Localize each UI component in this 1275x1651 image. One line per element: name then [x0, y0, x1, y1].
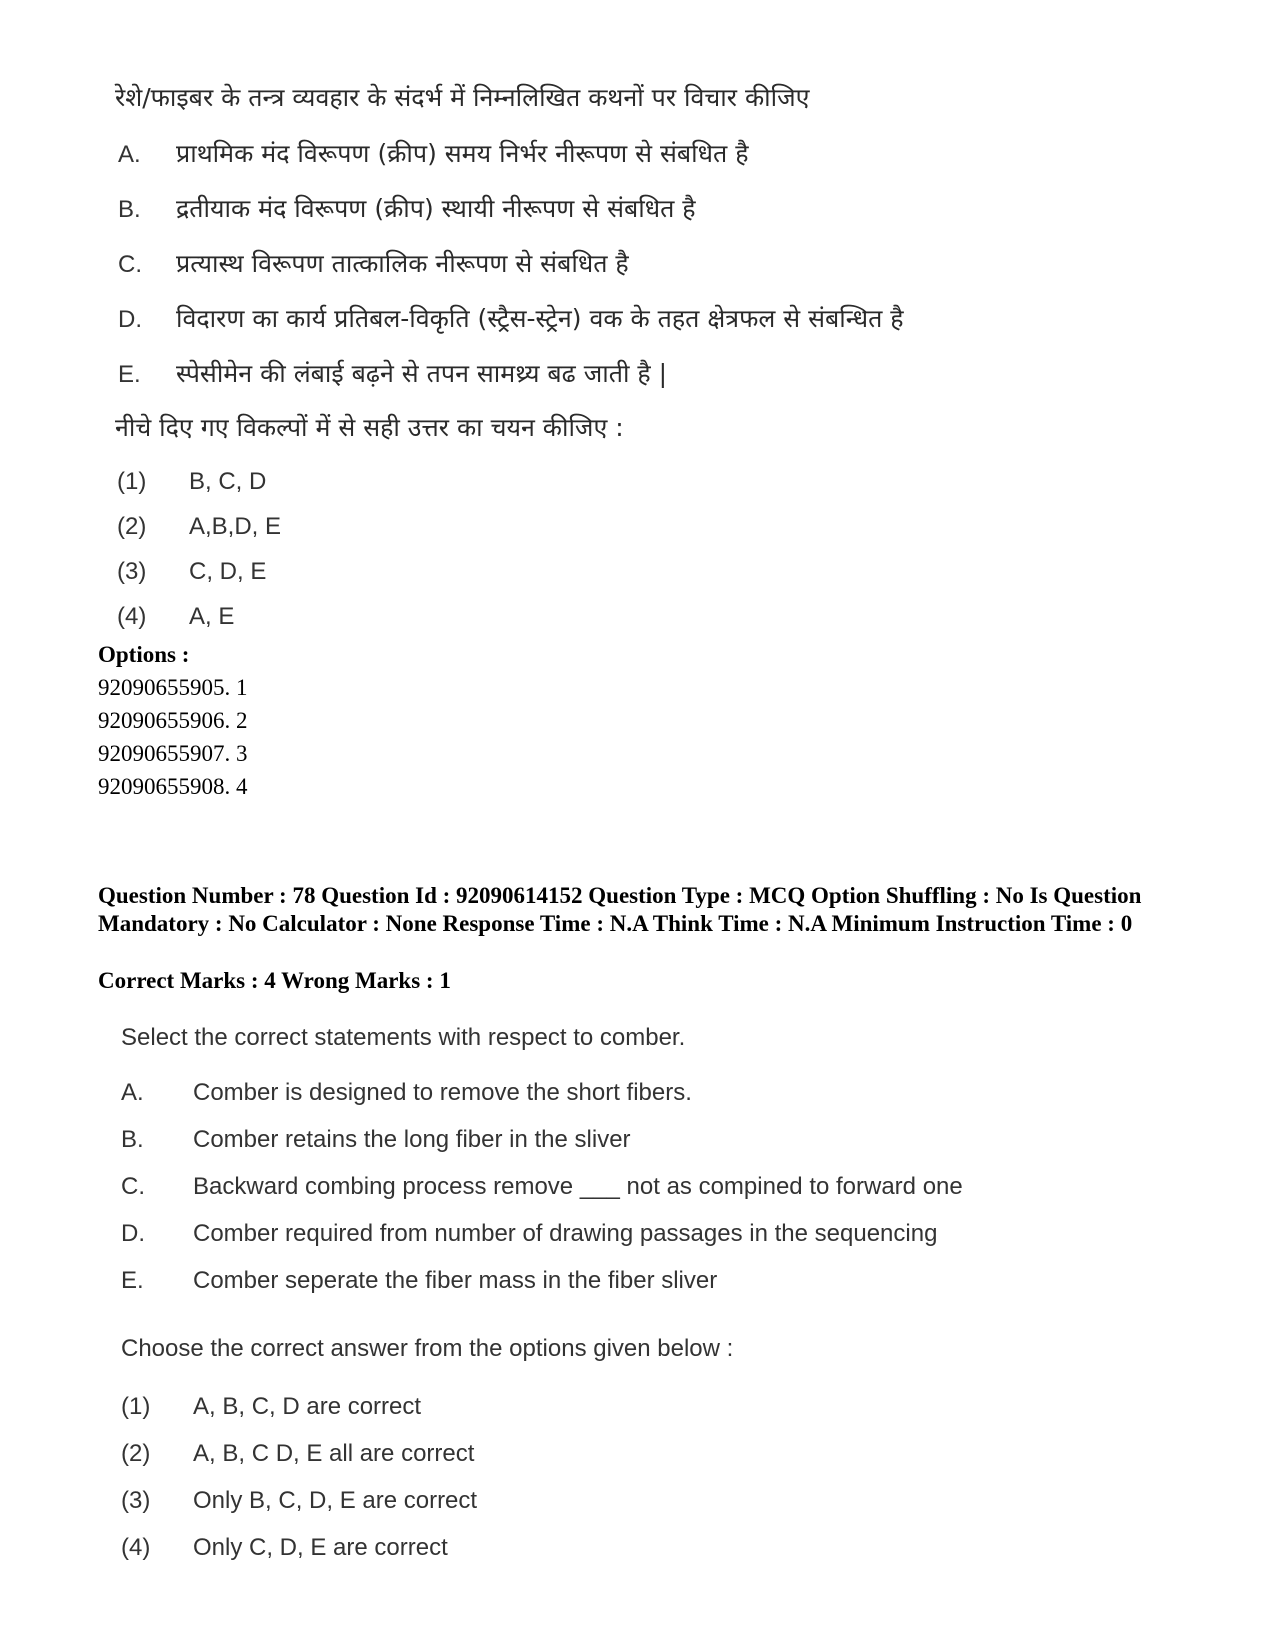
statement-text: प्रत्यास्थ विरूपण तात्कालिक नीरूपण से संबधित है — [176, 249, 629, 278]
q77-choice-4 — [117, 603, 234, 631]
choice-number: (1) — [121, 1393, 151, 1420]
statement-letter: B. — [118, 196, 141, 223]
q77-statement-c — [118, 246, 629, 280]
q78-statement-d — [121, 1220, 937, 1248]
statement-letter: B. — [121, 1126, 144, 1153]
choice-number: (2) — [117, 513, 147, 540]
choice-text: A, E — [189, 603, 235, 630]
marks-line: Correct Marks : 4 Wrong Marks : 1 — [98, 968, 451, 993]
q77-choice-1 — [117, 468, 266, 496]
statement-text: Comber retains the long fiber in the sliver — [193, 1126, 631, 1153]
choice-text: A, B, C D, E all are correct — [193, 1440, 475, 1467]
choice-text: B, C, D — [189, 468, 267, 495]
statement-text: स्पेसीमेन की लंबाई बढ़ने से तपन सामथ्र्य बढ जाती है | — [176, 359, 668, 388]
statement-text: Comber required from number of drawing passages in the sequencing — [193, 1220, 938, 1247]
statement-letter: A. — [118, 141, 141, 168]
q78-statement-e — [121, 1267, 717, 1295]
choice-number: (3) — [117, 558, 147, 585]
q77-statement-a — [118, 136, 749, 170]
option-id-1: 92090655905. 1 — [98, 675, 248, 700]
options-heading: Options : — [98, 642, 190, 667]
statement-text: Comber seperate the fiber mass in the fiber sliver — [193, 1267, 718, 1294]
statement-letter: C. — [118, 251, 142, 278]
choice-text: Only B, C, D, E are correct — [193, 1487, 478, 1514]
choice-number: (3) — [121, 1487, 151, 1514]
statement-text: विदारण का कार्य प्रतिबल-विकृति (स्ट्रैस-स्ट्रेन) वक के तहत क्षेत्रफल से संबन्धित है — [176, 304, 904, 333]
q78-stem: Select the correct statements with respect to comber. — [121, 1024, 686, 1051]
choice-text: Only C, D, E are correct — [193, 1534, 448, 1561]
option-id-2: 92090655906. 2 — [98, 708, 248, 733]
choice-text: A,B,D, E — [189, 513, 282, 540]
choice-number: (4) — [121, 1534, 151, 1561]
statement-letter: E. — [121, 1267, 144, 1294]
q78-statement-c — [121, 1173, 963, 1201]
q78-choice-2 — [121, 1440, 474, 1468]
q77-choice-3 — [117, 558, 266, 586]
q78-choice-3 — [121, 1487, 477, 1515]
statement-letter: A. — [121, 1079, 144, 1106]
q77-statement-d — [118, 301, 904, 335]
choice-number: (4) — [117, 603, 147, 630]
option-id-3: 92090655907. 3 — [98, 741, 248, 766]
choice-text: C, D, E — [189, 558, 267, 585]
q77-instruction: नीचे दिए गए विकल्पों में से सही उत्तर का चयन कीजिए : — [115, 413, 624, 442]
statement-letter: D. — [121, 1220, 145, 1247]
q77-statement-b — [118, 191, 696, 225]
q77-choice-2 — [117, 513, 281, 541]
q78-choice-4 — [121, 1534, 448, 1562]
statement-letter: D. — [118, 306, 142, 333]
statement-text: Comber is designed to remove the short fibers. — [193, 1079, 692, 1106]
q78-statement-a — [121, 1079, 692, 1107]
question-meta: Question Number : 78 Question Id : 92090614152 Question Type : MCQ Option Shuffling : No Is Question Mandatory : No Calculator : None Response Time : N.A Think Time : N.A Minimum Instruction Time : 0 — [98, 883, 1142, 936]
q78-instruction: Choose the correct answer from the options given below : — [121, 1335, 734, 1362]
q77-statement-e — [118, 356, 667, 390]
statement-text: द्रतीयाक मंद विरूपण (क्रीप) स्थायी नीरूपण से संबधित है — [176, 194, 696, 223]
choice-number: (2) — [121, 1440, 151, 1467]
option-id-4: 92090655908. 4 — [98, 774, 248, 799]
choice-text: A, B, C, D are correct — [193, 1393, 422, 1420]
choice-number: (1) — [117, 468, 147, 495]
statement-text: Backward combing process remove ___ not as compined to forward one — [193, 1173, 963, 1200]
q78-choice-1 — [121, 1393, 421, 1421]
q77-stem: रेशे/फाइबर के तन्त्र व्यवहार के संदर्भ में निम्नलिखित कथनों पर विचार कीजिए — [115, 83, 810, 112]
q78-statement-b — [121, 1126, 631, 1154]
statement-letter: E. — [118, 361, 141, 388]
statement-text: प्राथमिक मंद विरूपण (क्रीप) समय निर्भर नीरूपण से संबधित है — [176, 139, 749, 168]
statement-letter: C. — [121, 1173, 145, 1200]
